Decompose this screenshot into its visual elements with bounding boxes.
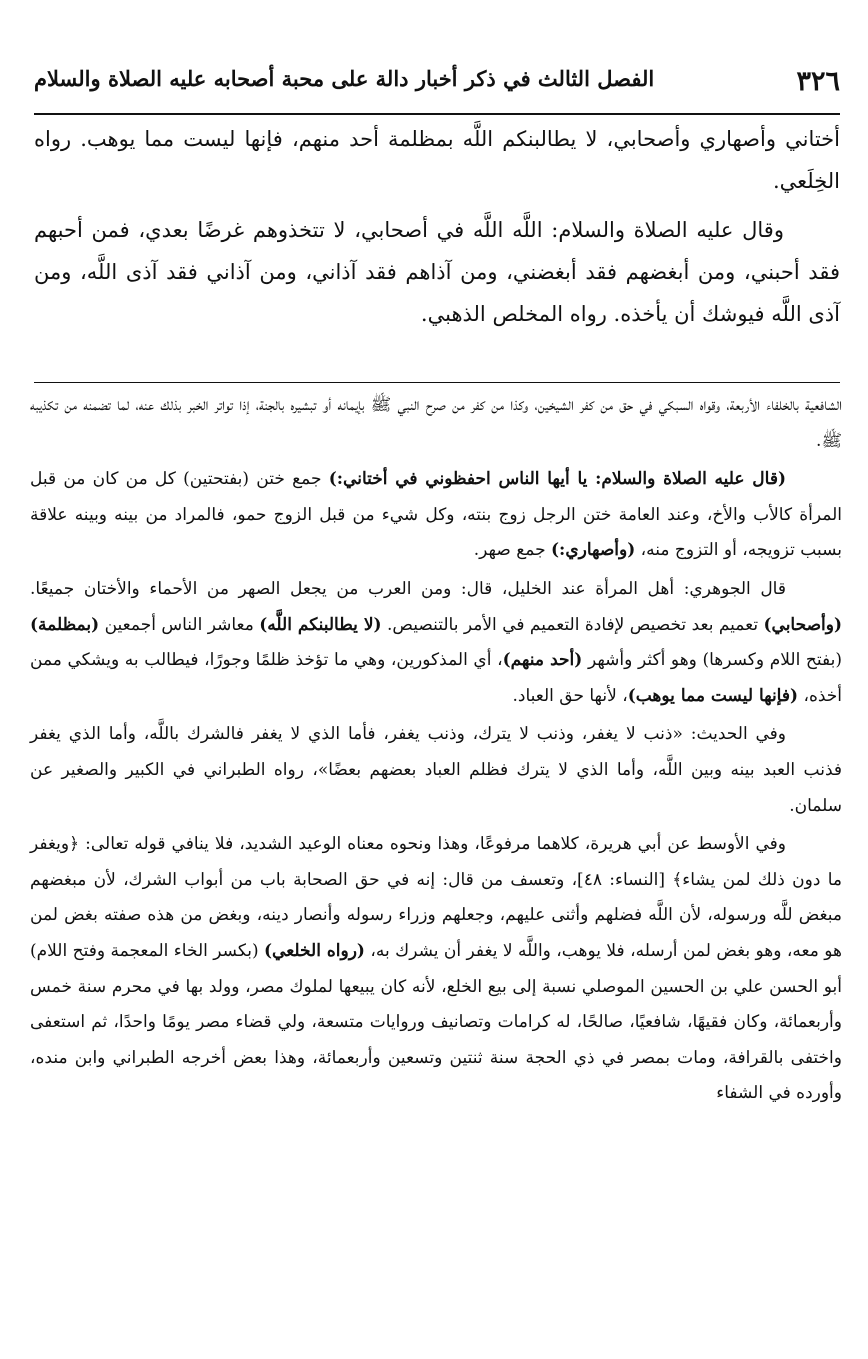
main-paragraph-1: أختاني وأصهاري وأصحابي، لا يطالبنكم اللَّه بمظلمة أحد منهم، فإنها ليست مما يوهب. رواه الخِلَعي. xyxy=(34,127,840,193)
quoted-term: (رواه الخلعي) xyxy=(264,940,365,961)
quoted-term: (بمظلمة) xyxy=(30,614,100,635)
commentary-paragraph-1: الشافعية بالخلفاء الأربعة، وقواه السبكي في حق من كفر الشيخين، وكذا من كفر من صرح النبي ﷺ بإيمانه أو تبشيره بالجنة، إذا تواتر الخبر بذلك عنه، لما تضمنه من تكذيبه ﷺ. xyxy=(30,395,842,451)
page-number: ٣٢٦ xyxy=(796,66,840,97)
commentary-text-run: ، أي المذكورين، وهي ما تؤخذ ظلمًا وجورًا، فيطالب به ويشكي ممن أخذه، xyxy=(30,650,842,706)
quoted-term: (لا يطالبنكم اللَّه) xyxy=(259,614,382,635)
footnote-separator xyxy=(34,382,840,383)
commentary-text-run: جمع صهر. xyxy=(473,540,551,561)
commentary-paragraph-3 xyxy=(30,572,842,714)
commentary-paragraph-4: وفي الحديث: «ذنب لا يغفر، وذنب لا يترك، وذنب يغفر، فأما الذي لا يغفر فالشرك باللَّه، وأما الذي يغفر فذنب العبد بينه وبين اللَّه، وأما الذي لا يترك فظلم العباد بعضهم بعضًا»، رواه الطبراني في الكبير والصغير عن سلمان. xyxy=(30,724,842,816)
main-hadith-text xyxy=(34,118,840,335)
header-rule xyxy=(34,113,840,115)
running-title: الفصل الثالث في ذكر أخبار دالة على محبة أصحابه عليه الصلاة والسلام xyxy=(34,66,655,91)
commentary-text-run: (بفتح اللام وكسرها) وهو أكثر وأشهر xyxy=(582,650,842,671)
commentary-text-run: وفي الأوسط عن أبي هريرة، كلاهما مرفوعًا، وهذا ونحوه معناه الوعيد الشديد، فلا ينافي قوله تعالى: ﴿ويغفر ما دون ذلك لمن يشاء﴾ [النساء: ٤٨]، وتعسف من قال: إنه في حق الصحابة باب من أبواب الشرك، لأن مبغضهم مبغض للَّه ورسوله، لأن اللَّه فضلهم وأثنى عليهم، وجعلهم وزراء رسوله وأنصار دينه، وبغض من هذه صفته بغض لمن هو معه، وهو بغض لمن أرسله، فلا يوهب، واللَّه لا يغفر أن يشرك به، xyxy=(30,834,842,961)
quoted-term: (فإنها ليست مما يوهب) xyxy=(627,685,799,706)
commentary-text-run: جمع ختن (بفتحتين) كل من كان من قبل المرأة كالأب والأخ، وعند العامة ختن الرجل زوج بنته، وكل شيء من قبل الزوج حمو، فالمراد من بينه وبينه علاقة بسبب تزويجه، أو التزوج منه، xyxy=(30,469,842,561)
commentary-paragraph-2 xyxy=(30,462,842,569)
commentary-text-run: قال الجوهري: أهل المرأة عند الخليل، قال: ومن العرب من يجعل الصهر من الأحماء والأختان جميعًا. xyxy=(30,578,786,599)
quoted-hadith-heading: (قال عليه الصلاة والسلام: يا أيها الناس احفظوني في أختاني:) xyxy=(328,469,787,490)
quoted-term: (وأصهاري:) xyxy=(551,540,636,561)
commentary-paragraph-5 xyxy=(30,827,842,1112)
page-header xyxy=(34,66,840,110)
commentary-text xyxy=(30,388,842,1112)
commentary-text-run: معاشر الناس أجمعين xyxy=(99,614,260,635)
main-paragraph-2: وقال عليه الصلاة والسلام: اللَّه اللَّه في أصحابي، لا تتخذوهم غرضًا بعدي، فمن أحبهم فقد أحبني، ومن أبغضهم فقد أبغضني، ومن آذاهم فقد آذاني، ومن آذاني فقد آذى اللَّه، ومن آذى اللَّه فيوشك أن يأخذه. رواه المخلص الذهبي. xyxy=(34,218,840,326)
commentary-text-run: تعميم بعد تخصيص لإفادة التعميم في الأمر بالتنصيص. xyxy=(381,614,764,635)
commentary-text-run: (بكسر الخاء المعجمة وفتح اللام) أبو الحسن علي بن الحسين الموصلي نسبة إلى بيع الخلع، لأنه كان يبيعها لملوك مصر، وولد بها في محرم سنة خمس وأربعمائة، وكان فقيهًا، شافعيًا، صالحًا، له كرامات وتصانيف وروايات متسعة، ولي قضاء مصر يومًا واحدًا، ثم استعفى واختفى بالقرافة، ومات بمصر في ذي الحجة سنة ثنتين وتسعين وأربعمائة، وهذا بعض أخرجه الطبراني وابن منده، وأورده في الشفاء xyxy=(30,940,842,1104)
commentary-text-run: ، لأنها حق العباد. xyxy=(512,685,628,706)
quoted-term: (أحد منهم) xyxy=(502,650,583,671)
quoted-term: (وأصحابي) xyxy=(763,614,842,635)
